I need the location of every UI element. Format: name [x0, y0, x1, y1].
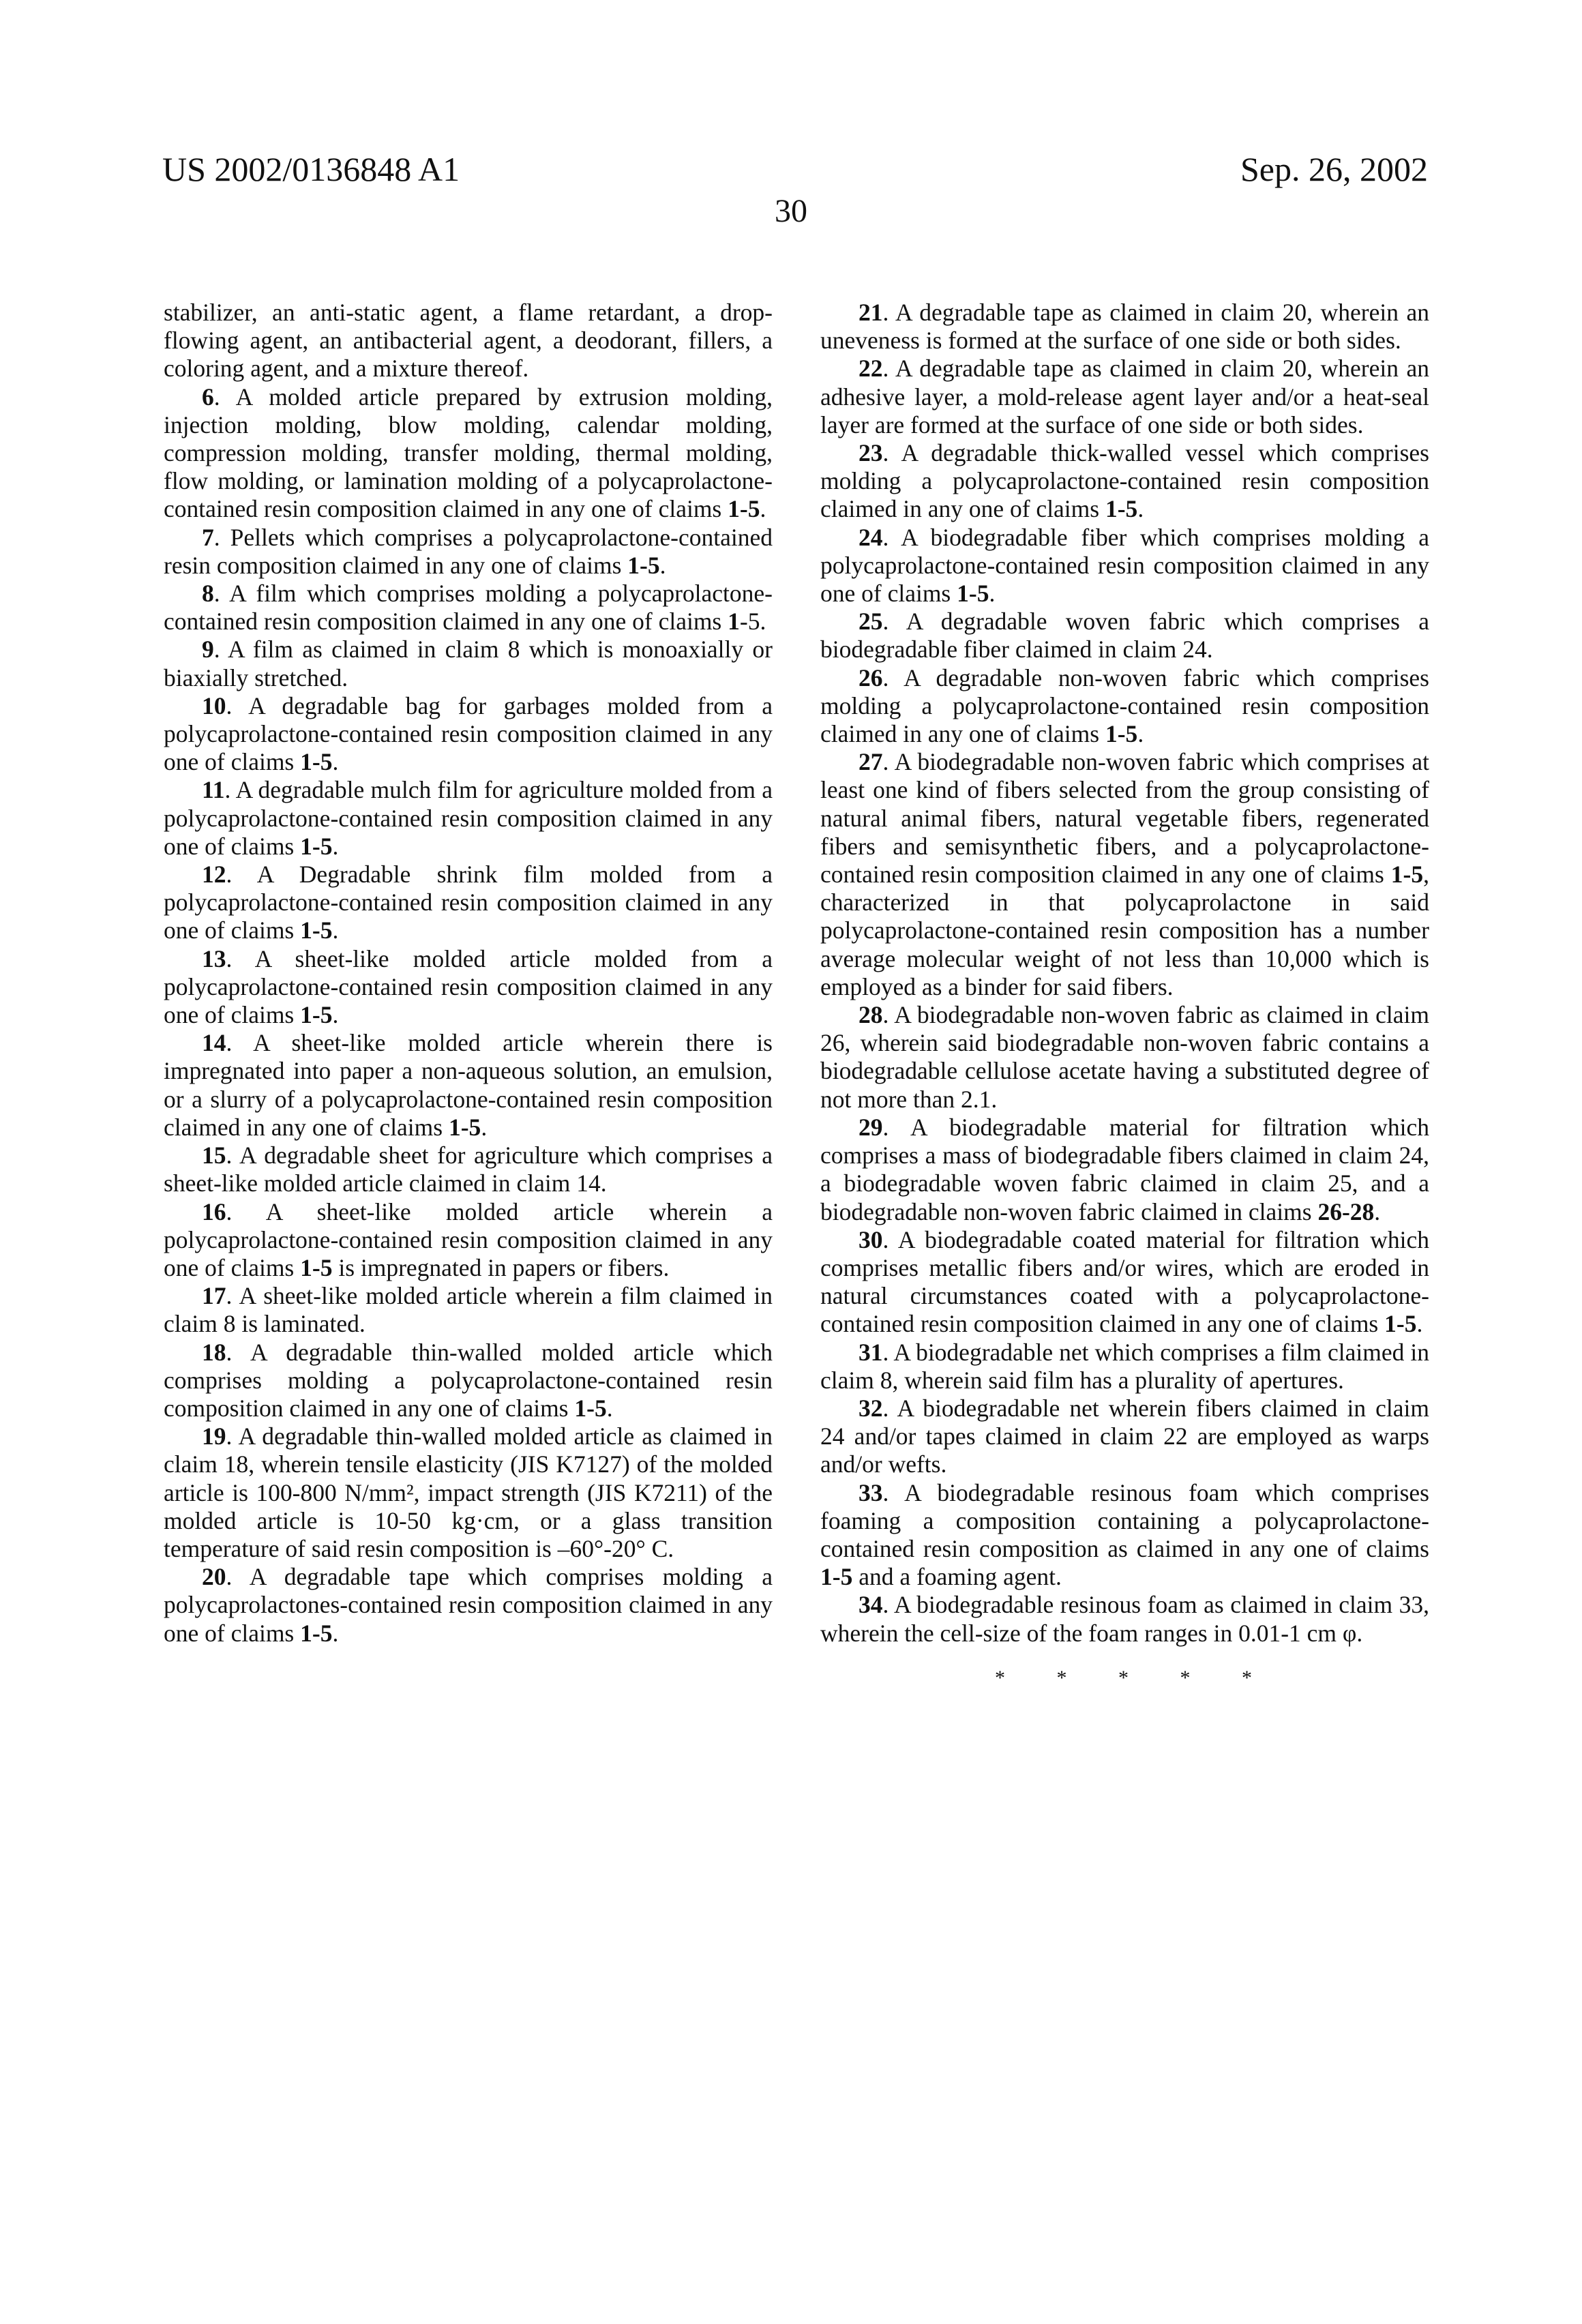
left-column: [164, 299, 773, 1648]
claim-text: A biodegradable net wherein fibers claimed in claim 24 and/or tapes claimed in claim 22 are employed as warps and/or wefts.: [820, 1395, 1429, 1478]
claim-20: 20. A degradable tape which comprises molding a polycaprolactones-contained resin composition claimed in any one of claims 1-5.: [164, 1563, 773, 1648]
claim-number: 16: [202, 1198, 226, 1225]
claim-text: A biodegradable net which comprises a film claimed in claim 8, wherein said film has a plurality of apertures.: [820, 1339, 1429, 1394]
claim-text: A sheet-like molded article wherein there is impregnated into paper a non-aqueous solution, an emulsion, or a slurry of a polycaprolactone-contained resin composition claimed in any one of claims: [164, 1029, 773, 1141]
claim-9: 9. A film as claimed in claim 8 which is monoaxially or biaxially stretched.: [164, 636, 773, 691]
publication-number: US 2002/0136848 A1: [162, 149, 460, 190]
claim-number: 14: [202, 1029, 226, 1056]
claim-text: A degradable thin-walled molded article which comprises molding a polycaprolactone-contained resin composition claimed in any one of claims: [164, 1339, 773, 1422]
claim-number: 13: [202, 945, 226, 972]
claim-number: 10: [202, 692, 226, 719]
claim-number: 12: [202, 861, 226, 888]
claim-text: .: [760, 495, 766, 522]
claim-text: A degradable thin-walled molded article as claimed in claim 18, wherein tensile elasticity (JIS K7127) of the molded article is 100-800 N/mm², impact strength (JIS K7211) of the molded article is 10-50 kg·cm, or a glass transition temperature of said resin composition is –60°-20° C.: [164, 1422, 773, 1562]
claim-28: 28. A biodegradable non-woven fabric as claimed in claim 26, wherein said biodegradable non-woven fabric contains a biodegradable cellulose acetate having a substituted degree of not more than 2.1.: [820, 1001, 1429, 1114]
claim-29: 29. A biodegradable material for filtration which comprises a mass of biodegradable fibers claimed in claim 24, a biodegradable woven fabric claimed in claim 25, and a biodegradable non-woven fabric claimed in claims 26-28.: [820, 1114, 1429, 1226]
publication-date: Sep. 26, 2002: [1240, 149, 1428, 190]
claim-reference: 1-5: [300, 833, 332, 860]
claim-8: 8. A film which comprises molding a polycaprolactone-contained resin composition claimed in any one of claims 1-5.: [164, 580, 773, 636]
claim-text: A biodegradable fiber which comprises molding a polycaprolactone-contained resin composition claimed in any one of claims: [820, 524, 1429, 607]
claim-number: 11: [202, 776, 225, 803]
claim-30: 30. A biodegradable coated material for filtration which comprises metallic fibers and/or wires, which are eroded in natural circumstances coated with a polycaprolactone-contained resin composition claimed in any one of claims 1-5.: [820, 1226, 1429, 1339]
claim-reference: 1: [728, 608, 740, 635]
claim-text: -5.: [740, 608, 766, 635]
claim-text: .: [481, 1114, 487, 1141]
claim-text: A degradable tape which comprises molding a polycaprolactones-contained resin composition claimed in any one of claims: [164, 1563, 773, 1646]
claim-reference: 1-5: [1105, 720, 1137, 747]
claim-reference: 1-5: [574, 1395, 606, 1422]
claim-text: .: [332, 833, 338, 860]
claim-text: A degradable tape as claimed in claim 20, wherein an uneveness is formed at the surface of one side or both sides.: [820, 299, 1429, 354]
claim-text: A biodegradable non-woven fabric which comprises at least one kind of fibers selected from the group consisting of natural animal fibers, natural vegetable fibers, regenerated fibers and semisynthetic fibers, and a polycaprolactone-contained resin composition claimed in any one of claims: [820, 748, 1429, 888]
claim-text: .: [332, 917, 338, 944]
claim-31: 31. A biodegradable net which comprises a film claimed in claim 8, wherein said film has a plurality of apertures.: [820, 1339, 1429, 1395]
claim-22: 22. A degradable tape as claimed in claim 20, wherein an adhesive layer, a mold-release agent layer and/or a heat-seal layer are formed at the surface of one side or both sides.: [820, 355, 1429, 439]
claim-25: 25. A degradable woven fabric which comprises a biodegradable fiber claimed in claim 24.: [820, 608, 1429, 664]
claim-reference: 1-5: [300, 748, 332, 775]
claim-text: A degradable thick-walled vessel which comprises molding a polycaprolactone-contained resin composition claimed in any one of claims: [820, 439, 1429, 522]
claim-text: , characterized in that polycaprolactone in said polycaprolactone-contained resin composition has a number average molecular weight of not less than 10,000 which is employed as a binder for said fibers.: [820, 861, 1429, 1000]
claim-text: A Degradable shrink film molded from a polycaprolactone-contained resin composition claimed in any one of claims: [164, 861, 773, 944]
claim-reference: 1-5: [728, 495, 760, 522]
claim-12: 12. A Degradable shrink film molded from a polycaprolactone-contained resin composition claimed in any one of claims 1-5.: [164, 861, 773, 945]
claim-text: A biodegradable coated material for filtration which comprises metallic fibers and/or wires, which are eroded in natural circumstances coated with a polycaprolactone-contained resin composition claimed in any one of claims: [820, 1226, 1429, 1338]
claim-reference: 1-5: [957, 580, 989, 607]
claim-text: A degradable bag for garbages molded from a polycaprolactone-contained resin composition claimed in any one of claims: [164, 692, 773, 775]
claim-13: 13. A sheet-like molded article molded from a polycaprolactone-contained resin composition claimed in any one of claims 1-5.: [164, 945, 773, 1030]
claim-14: 14. A sheet-like molded article wherein there is impregnated into paper a non-aqueous solution, an emulsion, or a slurry of a polycaprolactone-contained resin composition claimed in any one of claims 1-5.: [164, 1029, 773, 1142]
claim-text: .: [332, 1001, 338, 1028]
claim-24: 24. A biodegradable fiber which comprises molding a polycaprolactone-contained resin composition claimed in any one of claims 1-5.: [820, 524, 1429, 608]
claim-text: A biodegradable resinous foam which comprises foaming a composition containing a polycaprolactone-contained resin composition as claimed in any one of claims: [820, 1479, 1429, 1562]
claim-text: A film as claimed in claim 8 which is monoaxially or biaxially stretched.: [164, 636, 773, 691]
claim-reference: 1-5: [820, 1563, 852, 1590]
claim-number: 22: [859, 355, 883, 382]
claim-23: 23. A degradable thick-walled vessel which comprises molding a polycaprolactone-contained resin composition claimed in any one of claims 1-5.: [820, 439, 1429, 524]
claim-text: .: [1416, 1310, 1422, 1337]
claim-number: 28: [859, 1001, 883, 1028]
claim-number: 6: [202, 383, 214, 411]
right-column: [820, 299, 1429, 1692]
claim-number: 33: [859, 1479, 883, 1506]
claim-11: 11. A degradable mulch film for agriculture molded from a polycaprolactone-contained resin composition claimed in any one of claims 1-5.: [164, 776, 773, 861]
claim-number: 7: [202, 524, 214, 551]
claim-text: A sheet-like molded article wherein a film claimed in claim 8 is laminated.: [164, 1282, 773, 1337]
end-marker: * * * * *: [820, 1664, 1429, 1692]
claim-reference: 1-5: [300, 1620, 332, 1647]
claim-19: 19. A degradable thin-walled molded article as claimed in claim 18, wherein tensile elasticity (JIS K7127) of the molded article is 100-800 N/mm², impact strength (JIS K7211) of the molded article is 10-50 kg·cm, or a glass transition temperature of said resin composition is –60°-20° C.: [164, 1422, 773, 1563]
claim-text: A degradable woven fabric which comprises a biodegradable fiber claimed in claim 24.: [820, 608, 1429, 663]
claim-32: 32. A biodegradable net wherein fibers claimed in claim 24 and/or tapes claimed in claim 22 are employed as warps and/or wefts.: [820, 1395, 1429, 1479]
claim-reference: 26-28: [1317, 1198, 1374, 1225]
claim-text: A degradable mulch film for agriculture molded from a polycaprolactone-contained resin composition claimed in any one of claims: [164, 776, 773, 859]
claim-text: A film which comprises molding a polycaprolactone-contained resin composition claimed in any one of claims: [164, 580, 773, 635]
claim-text: .: [607, 1395, 613, 1422]
claim-6: 6. A molded article prepared by extrusion molding, injection molding, blow molding, calendar molding, compression molding, transfer molding, thermal molding, flow molding, or lamination molding of a polycaprolactone-contained resin composition claimed in any one of claims 1-5.: [164, 383, 773, 524]
claim-number: 9: [202, 636, 214, 663]
claim-reference: 1-5: [1105, 495, 1137, 522]
claim-27: 27. A biodegradable non-woven fabric which comprises at least one kind of fibers selected from the group consisting of natural animal fibers, natural vegetable fibers, regenerated fibers and semisynthetic fibers, and a polycaprolactone-contained resin composition claimed in any one of claims 1-5, characterized in that polycaprolactone in said polycaprolactone-contained resin composition has a number average molecular weight of not less than 10,000 which is employed as a binder for said fibers.: [820, 748, 1429, 1001]
claim-16: 16. A sheet-like molded article wherein a polycaprolactone-contained resin composition claimed in any one of claims 1-5 is impregnated in papers or fibers.: [164, 1198, 773, 1283]
claim-text: A biodegradable non-woven fabric as claimed in claim 26, wherein said biodegradable non-woven fabric contains a biodegradable cellulose acetate having a substituted degree of not more than 2.1.: [820, 1001, 1429, 1113]
claim-33: 33. A biodegradable resinous foam which comprises foaming a composition containing a polycaprolactone-contained resin composition as claimed in any one of claims 1-5 and a foaming agent.: [820, 1479, 1429, 1592]
claim-number: 34: [859, 1591, 883, 1618]
claim-number: 18: [202, 1339, 226, 1366]
claim-number: 21: [859, 299, 883, 326]
claim-reference: 1-5: [627, 552, 659, 579]
claim-number: 25: [859, 608, 883, 635]
claim-text: .: [332, 1620, 338, 1647]
claim-number: 19: [202, 1422, 226, 1450]
claim-text: .: [660, 552, 666, 579]
claim-reference: 1-5: [300, 1254, 332, 1281]
claim-18: 18. A degradable thin-walled molded article which comprises molding a polycaprolactone-contained resin composition claimed in any one of claims 1-5.: [164, 1339, 773, 1423]
claim-reference: 1-5: [300, 1001, 332, 1028]
claim-number: 24: [859, 524, 883, 551]
claim-number: 30: [859, 1226, 883, 1253]
claim-21: 21. A degradable tape as claimed in claim 20, wherein an uneveness is formed at the surface of one side or both sides.: [820, 299, 1429, 355]
claim-7: 7. Pellets which comprises a polycaprolactone-contained resin composition claimed in any one of claims 1-5.: [164, 524, 773, 580]
claim-34: 34. A biodegradable resinous foam as claimed in claim 33, wherein the cell-size of the foam ranges in 0.01-1 cm φ.: [820, 1591, 1429, 1647]
claim-number: 17: [202, 1282, 226, 1309]
claim-continuation: [164, 299, 773, 383]
claim-text: .: [1374, 1198, 1380, 1225]
claim-text: .: [332, 748, 338, 775]
claim-text: A sheet-like molded article molded from a polycaprolactone-contained resin composition claimed in any one of claims: [164, 945, 773, 1028]
claim-text: A molded article prepared by extrusion molding, injection molding, blow molding, calendar molding, compression molding, transfer molding, thermal molding, flow molding, or lamination molding of a polycaprolactone-contained resin composition claimed in any one of claims: [164, 383, 773, 523]
claim-text: .: [1137, 495, 1144, 522]
claim-text: .: [989, 580, 995, 607]
claim-text: is impregnated in papers or fibers.: [332, 1254, 669, 1281]
claim-text: A sheet-like molded article wherein a polycaprolactone-contained resin composition claimed in any one of claims: [164, 1198, 773, 1281]
claim-number: 20: [202, 1563, 226, 1590]
claim-text: A degradable sheet for agriculture which comprises a sheet-like molded article claimed in claim 14.: [164, 1142, 773, 1197]
claim-text: A biodegradable resinous foam as claimed in claim 33, wherein the cell-size of the foam ranges in 0.01-1 cm φ.: [820, 1591, 1429, 1646]
claim-text: stabilizer, an anti-static agent, a flame retardant, a drop-flowing agent, an antibacterial agent, a deodorant, fillers, a coloring agent, and a mixture thereof.: [164, 299, 773, 382]
claim-reference: 1-5: [1384, 1310, 1416, 1337]
page-number: 30: [0, 191, 1582, 232]
claim-number: 23: [859, 439, 883, 466]
claim-reference: 1-5: [449, 1114, 481, 1141]
claim-text: Pellets which comprises a polycaprolactone-contained resin composition claimed in any one of claims: [164, 524, 773, 579]
claim-number: 26: [859, 664, 883, 691]
claim-number: 8: [202, 580, 214, 607]
claim-17: 17. A sheet-like molded article wherein a film claimed in claim 8 is laminated.: [164, 1282, 773, 1338]
claim-number: 29: [859, 1114, 883, 1141]
claim-text: A degradable tape as claimed in claim 20, wherein an adhesive layer, a mold-release agent layer and/or a heat-seal layer are formed at the surface of one side or both sides.: [820, 355, 1429, 438]
claim-number: 15: [202, 1142, 226, 1169]
claim-15: 15. A degradable sheet for agriculture which comprises a sheet-like molded article claimed in claim 14.: [164, 1142, 773, 1197]
claim-number: 32: [859, 1395, 883, 1422]
claim-text: .: [1137, 720, 1144, 747]
claim-text: and a foaming agent.: [852, 1563, 1062, 1590]
claim-26: 26. A degradable non-woven fabric which comprises molding a polycaprolactone-contained resin composition claimed in any one of claims 1-5.: [820, 664, 1429, 749]
claim-number: 31: [859, 1339, 883, 1366]
claim-reference: 1-5: [300, 917, 332, 944]
claim-text: A degradable non-woven fabric which comprises molding a polycaprolactone-contained resin composition claimed in any one of claims: [820, 664, 1429, 747]
claim-10: 10. A degradable bag for garbages molded from a polycaprolactone-contained resin composition claimed in any one of claims 1-5.: [164, 692, 773, 777]
claim-number: 27: [859, 748, 883, 775]
claim-reference: 1-5: [1391, 861, 1423, 888]
claim-text: A biodegradable material for filtration which comprises a mass of biodegradable fibers claimed in claim 24, a biodegradable woven fabric claimed in claim 25, and a biodegradable non-woven fabric claimed in claims: [820, 1114, 1429, 1225]
